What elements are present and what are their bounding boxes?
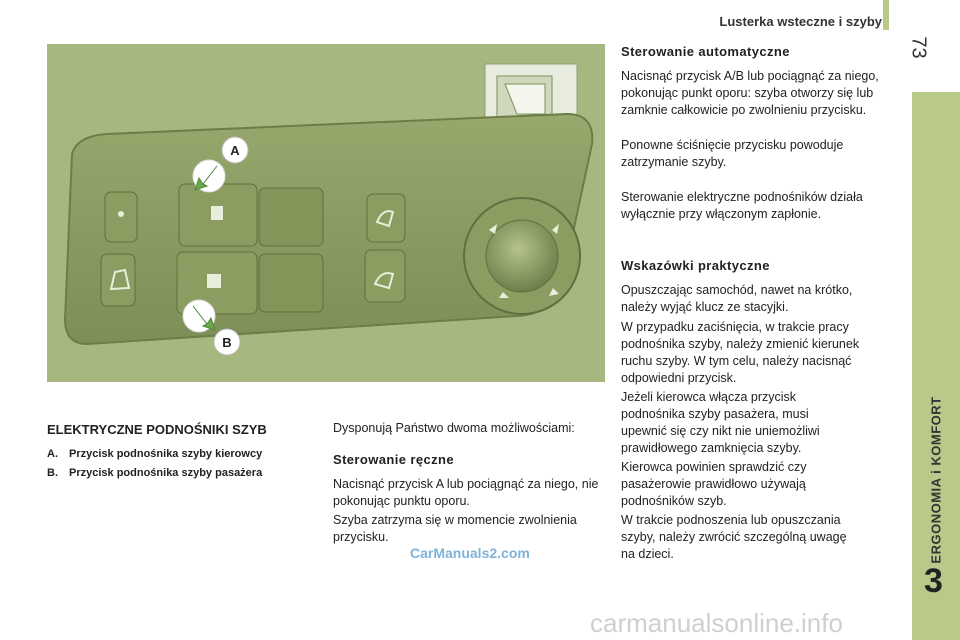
watermark-footer: carmanualsonline.info <box>590 608 843 638</box>
tips-paragraph-1: Opuszczając samochód, nawet na krótko, należy wyjąć klucz ze stacyjki. <box>621 283 853 314</box>
page-number: 73 <box>907 36 930 59</box>
callout-b-label: B <box>222 335 232 350</box>
callout-b <box>214 329 240 355</box>
tips-paragraph-2: W przypadku zaciśnięcia, w trakcie pracy podnośnika szyby, należy zmienić kierunek ruchu szyby. W tym celu, należy nacisnąć odpowiedni przycisk. <box>621 320 860 385</box>
auto-heading: Sterowanie automatyczne <box>621 44 790 59</box>
tips-paragraph-5: W trakcie podnoszenia lub opuszczania szyby, należy zwrócić szczególną uwagę na dzieci. <box>621 513 847 561</box>
tips-paragraph-4: Kierowca powinien sprawdzić czy pasażerowie prawidłowo używają podnośników szyb. <box>621 460 807 508</box>
legend-text: Przycisk podnośnika szyby pasażera <box>69 467 263 479</box>
window-switch-illustration <box>47 44 605 382</box>
section-title: ELEKTRYCZNE PODNOŚNIKI SZYB <box>47 422 267 437</box>
manual-paragraph-2: Szyba zatrzyma się w momencie zwolnienia przycisku. <box>333 513 577 544</box>
tips-heading: Wskazówki praktyczne <box>621 258 770 273</box>
header-accent-bar <box>883 0 889 30</box>
child-lock-button <box>101 254 135 306</box>
manual-heading: Sterowanie ręczne <box>333 452 454 467</box>
watermark-link[interactable]: CarManuals2.com <box>410 545 530 561</box>
mirror-fold-button <box>367 194 405 242</box>
auto-paragraph-3: Sterowanie elektryczne podnośników działa wyłącznie przy włączonym zapłonie. <box>621 190 863 221</box>
legend-item-a <box>47 448 262 460</box>
manual-paragraph-1: Nacisnąć przycisk A lub pociągnąć za niego, nie pokonując punktu oporu. <box>333 477 599 508</box>
auto-paragraph-2: Ponowne ściśnięcie przycisku powoduje zatrzymanie szyby. <box>621 138 844 169</box>
mirror-adjust-knob <box>486 220 558 292</box>
intro-text: Dysponują Państwo dwoma możliwościami: <box>333 421 575 435</box>
callout-a <box>222 137 248 163</box>
legend-text: Przycisk podnośnika szyby kierowcy <box>69 448 263 460</box>
legend-key: B. <box>47 467 58 479</box>
callout-a-label: A <box>230 143 240 158</box>
running-header: Lusterka wsteczne i szyby <box>719 14 882 29</box>
chapter-tab-label: ERGONOMIA i KOMFORT <box>928 396 944 564</box>
auto-paragraph-1: Nacisnąć przycisk A/B lub pociągnąć za niego, pokonując punkt oporu: szyba otworzy się lub zamknie całkowicie po zwolnieniu przycisku. <box>621 69 879 117</box>
window-switch-photo <box>47 44 605 382</box>
legend-item-b <box>47 467 262 479</box>
tips-paragraph-3: Jeżeli kierowca włącza przycisk podnośnika szyby pasażera, musi upewnić się czy nikt nie uniemożliwi prawidłowego zamknięcia szyby. <box>621 390 820 455</box>
chapter-number: 3 <box>924 562 943 600</box>
legend-key: A. <box>47 448 58 460</box>
